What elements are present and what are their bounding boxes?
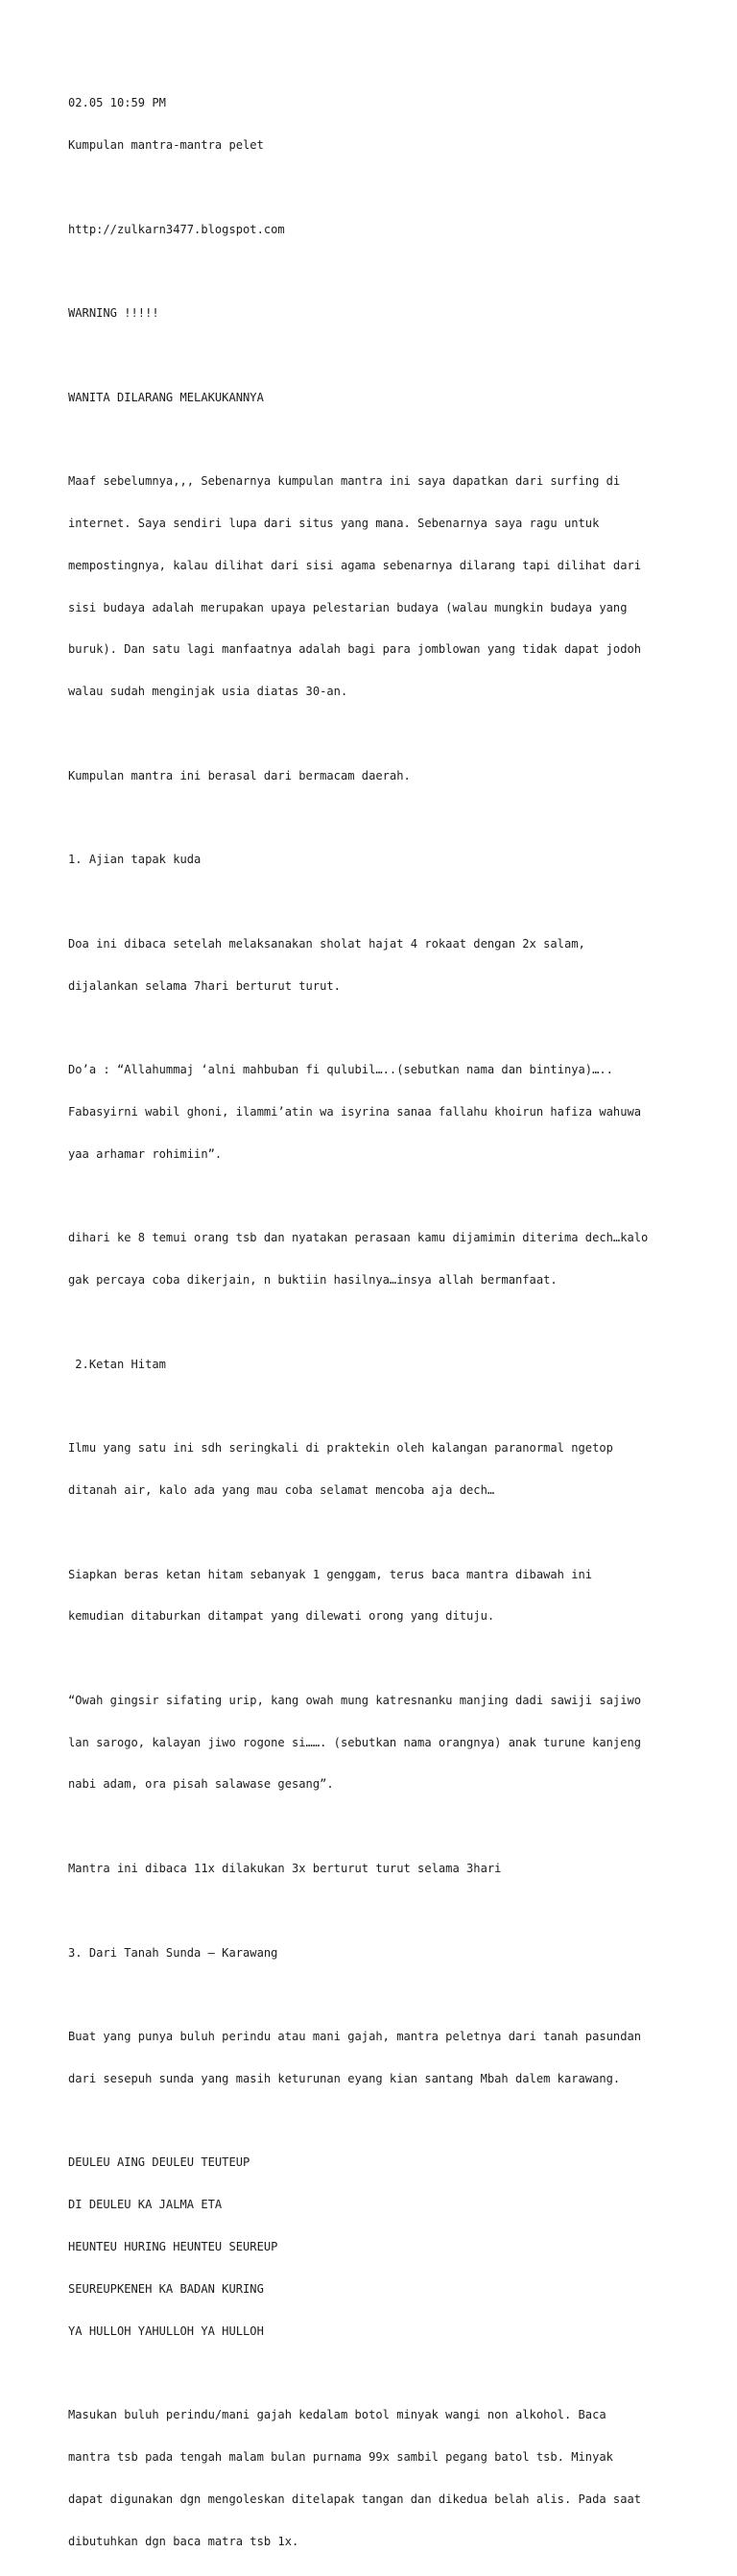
section-1-paragraph-1 bbox=[68, 909, 682, 1022]
paragraph-line: buruk). Dan satu lagi manfaatnya adalah bagi para jomblowan yang tidak dapat jodoh bbox=[68, 642, 642, 657]
paragraph-line: mantra tsb pada tengah malam bulan purnama 99x sambil pegang batol tsb. Minyak bbox=[68, 2449, 613, 2464]
document-body bbox=[68, 68, 682, 2576]
warning-block bbox=[68, 278, 682, 349]
section-3-paragraph-1 bbox=[68, 2002, 682, 2114]
section-3-paragraph-2 bbox=[68, 2380, 682, 2576]
section-3-mantra bbox=[68, 2128, 682, 2366]
paragraph-line: Buat yang punya buluh perindu atau mani gajah, mantra peletnya dari tanah pasundan bbox=[68, 2030, 642, 2044]
section-2-paragraph-4 bbox=[68, 1834, 682, 1904]
section-heading: 1. Ajian tapak kuda bbox=[68, 853, 202, 867]
blog-url: http://zulkarn3477.blogspot.com bbox=[68, 222, 285, 236]
paragraph-line: “Owah gingsir sifating urip, kang owah mung katresnanku manjing dadi sawiji sajiwo bbox=[68, 1693, 642, 1707]
paragraph-line: Maaf sebelumnya,,, Sebenarnya kumpulan mantra ini saya dapatkan dari surfing di bbox=[68, 474, 621, 489]
paragraph-line: Kumpulan mantra ini berasal dari bermacam daerah. bbox=[68, 768, 411, 782]
paragraph-line: lan sarogo, kalayan jiwo rogone si……. (sebutkan nama orangnya) anak turune kanjeng bbox=[68, 1735, 642, 1749]
header-block bbox=[68, 68, 682, 181]
paragraph-line: Mantra ini dibaca 11x dilakukan 3x berturut turut selama 3hari bbox=[68, 1862, 502, 1875]
paragraph-line: dapat digunakan dgn mengoleskan ditelapak tangan dan dikedua belah alis. Pada saat bbox=[68, 2492, 642, 2506]
document-title: Kumpulan mantra-mantra pelet bbox=[68, 137, 264, 152]
section-1-prayer bbox=[68, 1035, 682, 1190]
mantra-line: DI DEULEU KA JALMA ETA bbox=[68, 2198, 223, 2212]
paragraph-line: dijalankan selama 7hari berturut turut. bbox=[68, 978, 341, 993]
warning-text: WARNING !!!!! bbox=[68, 306, 159, 321]
paragraph-line: Siapkan beras ketan hitam sebanyak 1 genggam, terus baca mantra dibawah ini bbox=[68, 1567, 593, 1581]
section-2-paragraph-2 bbox=[68, 1539, 682, 1651]
warning-subtext: WANITA DILARANG MELAKUKANNYA bbox=[68, 390, 264, 404]
paragraph-line: yaa arhamar rohimiin”. bbox=[68, 1146, 223, 1161]
mantra-line: HEUNTEU HURING HEUNTEU SEUREUP bbox=[68, 2240, 278, 2254]
section-1-paragraph-3 bbox=[68, 1203, 682, 1315]
paragraph-line: ditanah air, kalo ada yang mau coba selamat mencoba aja dech… bbox=[68, 1482, 495, 1497]
section-2-heading bbox=[68, 1329, 682, 1399]
paragraph-line: Ilmu yang satu ini sdh seringkali di praktekin oleh kalangan paranormal ngetop bbox=[68, 1441, 613, 1456]
paragraph-line: dibutuhkan dgn baca matra tsb 1x. bbox=[68, 2534, 299, 2548]
paragraph-line: dari sesepuh sunda yang masih keturunan eyang kian santang Mbah dalem karawang. bbox=[68, 2071, 621, 2085]
paragraph-line: nabi adam, ora pisah salawase gesang”. bbox=[68, 1777, 334, 1792]
warning-sub-block bbox=[68, 362, 682, 432]
section-1-heading bbox=[68, 825, 682, 895]
paragraph-line: dihari ke 8 temui orang tsb dan nyatakan perasaan kamu dijamimin diterima dech…kalo bbox=[68, 1231, 649, 1245]
paragraph-line: Doa ini dibaca setelah melaksanakan sholat hajat 4 rokaat dengan 2x salam, bbox=[68, 936, 585, 951]
paragraph-line: internet. Saya sendiri lupa dari situs yang mana. Sebenarnya saya ragu untuk bbox=[68, 517, 600, 530]
section-heading: 2.Ketan Hitam bbox=[68, 1357, 166, 1371]
mantra-line: YA HULLOH YAHULLOH YA HULLOH bbox=[68, 2323, 264, 2338]
section-2-paragraph-1 bbox=[68, 1413, 682, 1526]
paragraph-line: gak percaya coba dikerjain, n buktiin hasilnya…insya allah bermanfaat. bbox=[68, 1273, 558, 1288]
paragraph-line: Fabasyirni wabil ghoni, ilammi’atin wa isyrina sanaa fallahu khoirun hafiza wahuwa bbox=[68, 1104, 642, 1119]
section-heading: 3. Dari Tanah Sunda – Karawang bbox=[68, 1945, 278, 1960]
paragraph-line: Masukan buluh perindu/mani gajah kedalam botol minyak wangi non alkohol. Baca bbox=[68, 2408, 606, 2422]
origin-paragraph bbox=[68, 741, 682, 811]
mantra-line: DEULEU AING DEULEU TEUTEUP bbox=[68, 2155, 250, 2170]
url-line bbox=[68, 194, 682, 264]
intro-paragraph bbox=[68, 446, 682, 727]
section-3-heading bbox=[68, 1917, 682, 1987]
header-time: 02.05 10:59 PM bbox=[68, 96, 166, 110]
paragraph-line: kemudian ditaburkan ditampat yang dilewati orong yang dituju. bbox=[68, 1609, 495, 1624]
paragraph-line: walau sudah menginjak usia diatas 30-an. bbox=[68, 685, 348, 699]
paragraph-line: Do’a : “Allahummaj ‘alni mahbuban fi qulubil…..(sebutkan nama dan bintinya)….. bbox=[68, 1063, 613, 1077]
paragraph-line: sisi budaya adalah merupakan upaya pelestarian budaya (walau mungkin budaya yang bbox=[68, 600, 628, 614]
paragraph-line: mempostingnya, kalau dilihat dari sisi agama sebenarnya dilarang tapi dilihat dari bbox=[68, 558, 642, 572]
mantra-line: SEUREUPKENEH KA BADAN KURING bbox=[68, 2281, 264, 2296]
section-2-mantra bbox=[68, 1666, 682, 1820]
